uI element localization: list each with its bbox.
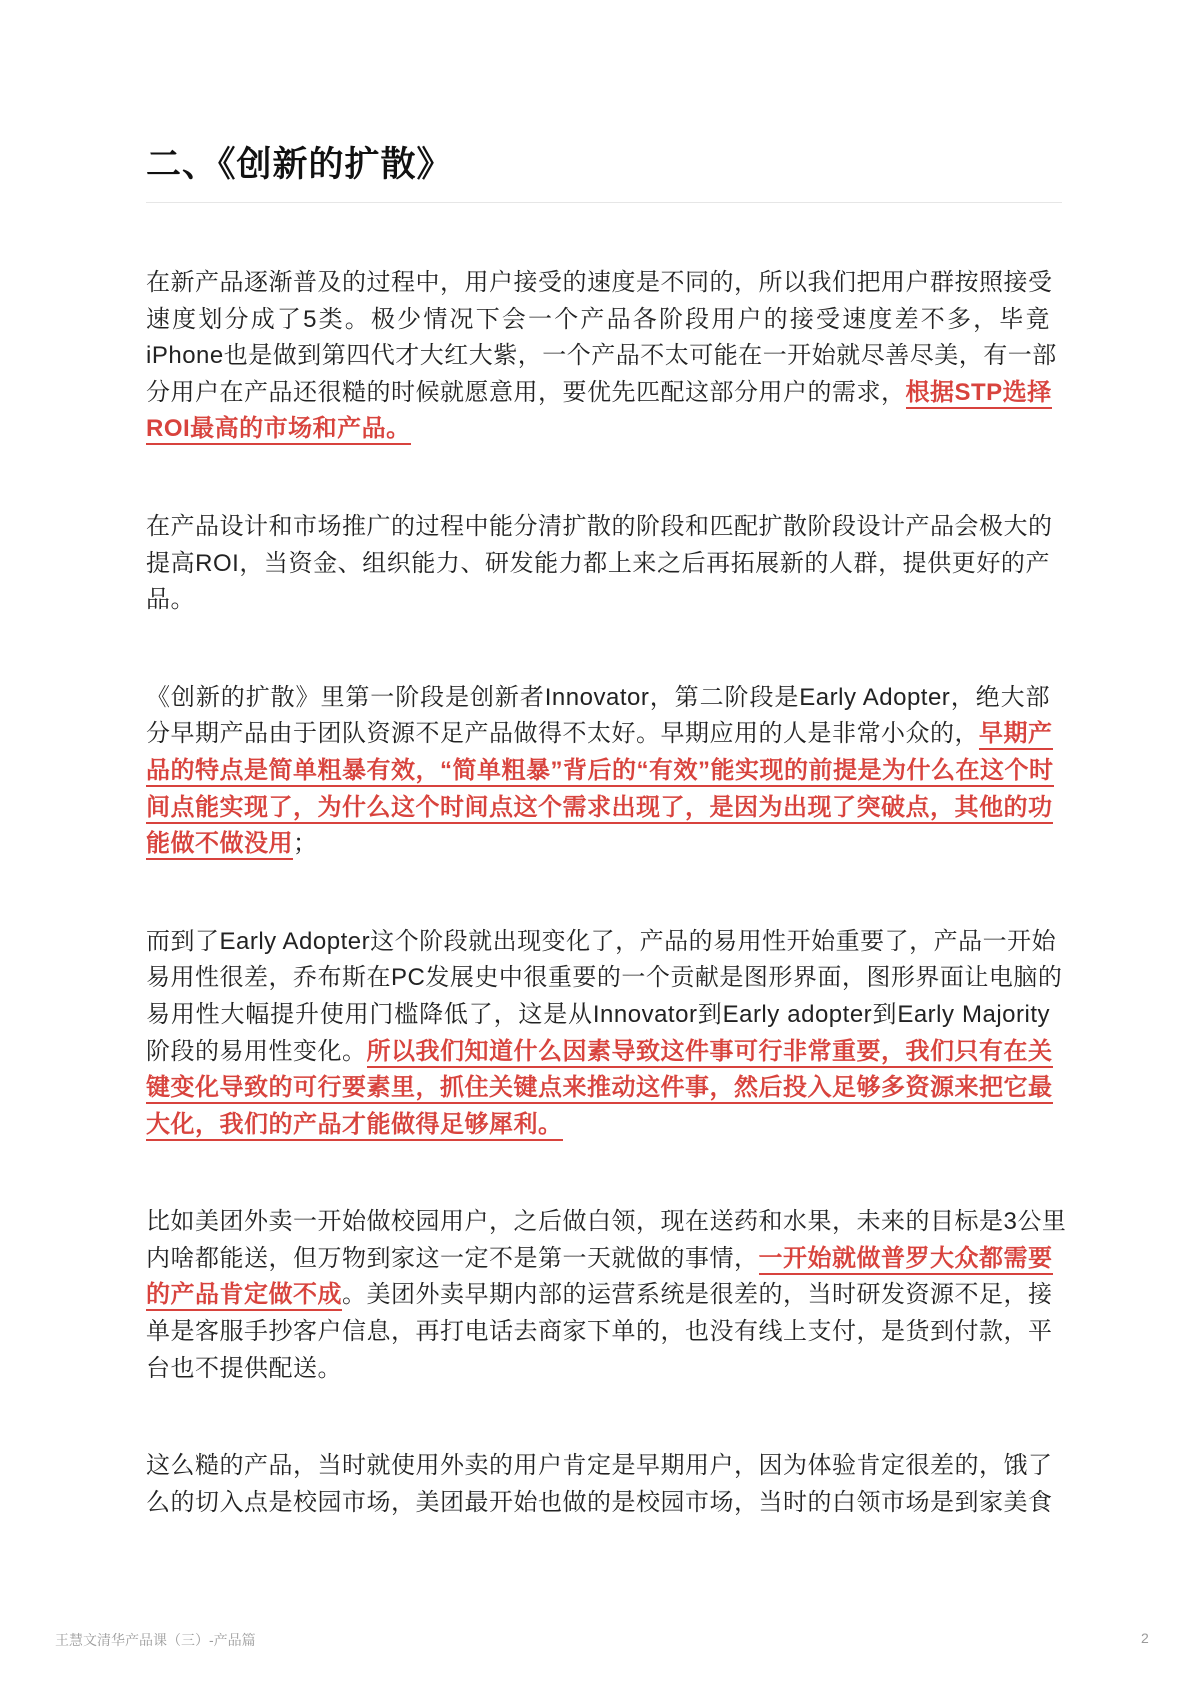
text-line (146, 411, 1050, 448)
text-line (146, 338, 1057, 375)
body-text: ； (293, 830, 318, 858)
body-text: 比如美团外卖一开始做校园用户，之后做白领，现在送药和水果，未来的目标是3公里 (146, 1208, 1067, 1236)
highlighted-text: 的产品肯定做不成 (146, 1281, 342, 1311)
body-text: 分早期产品由于团队资源不足产品做得不太好。早期应用的人是非常小众的， (146, 720, 979, 748)
text-line (146, 716, 1053, 753)
body-text: 《创新的扩散》里第一阶段是创新者Innovator，第二阶段是Early Adopter，绝大部 (146, 683, 1050, 711)
highlighted-text: 早期产 (979, 720, 1053, 750)
text-line (146, 826, 1050, 863)
highlighted-text: 一开始就做普罗大众都需要 (759, 1245, 1053, 1275)
text-line (146, 1485, 1053, 1522)
text-line (146, 790, 1053, 827)
highlighted-text: 所以我们知道什么因素导致这件事可行非常重要，我们只有在关 (367, 1038, 1053, 1068)
text-line (146, 1034, 1053, 1071)
body-text: 提高ROI，当资金、组织能力、研发能力都上来之后再拓展新的人群，提供更好的产 (146, 549, 1050, 577)
text-line (146, 924, 1057, 961)
highlighted-text: 间点能实现了，为什么这个时间点这个需求出现了，是因为出现了突破点，其他的功 (146, 794, 1053, 824)
text-line (146, 1204, 1067, 1241)
text-line (146, 1277, 1053, 1314)
text-line (146, 375, 1050, 412)
body-text: 单是客服手抄客户信息，再打电话去商家下单的，也没有线上支付，是货到付款，平 (146, 1318, 1053, 1346)
text-line (146, 1241, 1053, 1278)
body-text: 么的切入点是校园市场，美团最开始也做的是校园市场，当时的白领市场是到家美食 (146, 1488, 1053, 1516)
text-line (146, 1351, 1050, 1388)
body-text: 在产品设计和市场推广的过程中能分清扩散的阶段和匹配扩散阶段设计产品会极大的 (146, 512, 1053, 540)
highlighted-text: 能做不做没用 (146, 830, 293, 860)
text-line (146, 265, 1053, 302)
highlighted-text: 键变化导致的可行要素里，抓住关键点来推动这件事，然后投入足够多资源来把它最 (146, 1074, 1053, 1104)
text-line (146, 1107, 1050, 1144)
section-heading: 二、《创新的扩散》 (146, 145, 453, 184)
text-line (146, 546, 1050, 583)
body-text: 台也不提供配送。 (146, 1354, 342, 1382)
text-line (146, 680, 1050, 717)
body-text: iPhone也是做到第四代才大红大紫，一个产品不太可能在一开始就尽善尽美，有一部 (146, 342, 1057, 370)
text-line (146, 582, 1050, 619)
body-text: 这么糙的产品，当时就使用外卖的用户肯定是早期用户，因为体验肯定很差的，饿了 (146, 1452, 1053, 1480)
paragraph (146, 509, 1053, 619)
paragraph (146, 924, 1063, 1144)
text-line (146, 302, 1050, 339)
text-line (146, 1070, 1053, 1107)
paragraph (146, 1204, 1067, 1387)
paragraph (146, 1448, 1053, 1521)
body-text: 分用户在产品还很糙的时候就愿意用，要优先匹配这部分用户的需求， (146, 378, 906, 406)
text-line (146, 960, 1063, 997)
paragraph (146, 265, 1057, 448)
body-text: 易用性大幅提升使用门槛降低了，这是从Innovator到Early adopter到Early Majority (146, 1000, 1050, 1028)
paragraph (146, 680, 1054, 863)
highlighted-text: 大化，我们的产品才能做得足够犀利。 (146, 1111, 563, 1141)
text-line (146, 509, 1053, 546)
highlighted-text: ROI最高的市场和产品。 (146, 415, 411, 445)
highlighted-text: 根据STP选择 (906, 379, 1052, 409)
footer-title: 王慧文清华产品课（三）-产品篇 (55, 1632, 256, 1648)
text-line (146, 1448, 1053, 1485)
document-body (146, 265, 1067, 1582)
page-number: 2 (1141, 1630, 1149, 1646)
body-text: 而到了Early Adopter这个阶段就出现变化了，产品的易用性开始重要了，产品一开始 (146, 927, 1057, 955)
body-text: 在新产品逐渐普及的过程中，用户接受的速度是不同的，所以我们把用户群按照接受 (146, 269, 1053, 296)
heading-divider (146, 202, 1062, 203)
body-text: 。美团外卖早期内部的运营系统是很差的，当时研发资源不足，接 (342, 1281, 1053, 1309)
text-line (146, 1314, 1053, 1351)
body-text: 品。 (146, 586, 195, 614)
body-text: 阶段的易用性变化。 (146, 1037, 367, 1065)
text-line (146, 997, 1050, 1034)
body-text: 速度划分成了5类。极少情况下会一个产品各阶段用户的接受速度差不多，毕竟 (146, 305, 1050, 333)
body-text: 易用性很差，乔布斯在PC发展史中很重要的一个贡献是图形界面，图形界面让电脑的 (146, 964, 1063, 992)
body-text: 内啥都能送，但万物到家这一定不是第一天就做的事情， (146, 1244, 759, 1272)
highlighted-text: 品的特点是简单粗暴有效，“简单粗暴”背后的“有效”能实现的前提是为什么在这个时 (146, 757, 1054, 787)
text-line (146, 753, 1054, 790)
